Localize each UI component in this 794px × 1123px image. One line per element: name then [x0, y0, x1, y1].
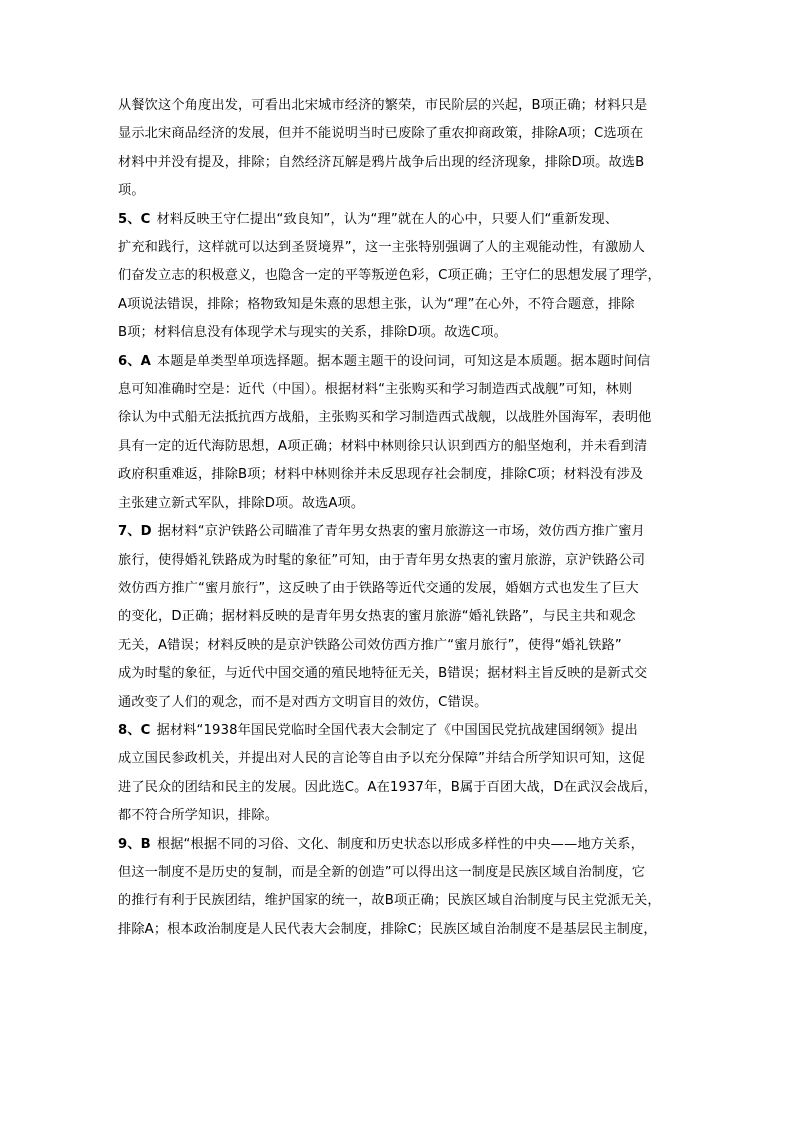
text-line: [118, 717, 678, 745]
line-text: 主张建立新式军队，排除D项。故选A项。: [118, 495, 365, 511]
line-text: 本题是单类型单项选择题。据本题主题干的设问词，可知这是本质题。据本题时间信: [157, 353, 651, 369]
line-text: 排除A；根本政治制度是人民代表大会制度，排除C；民族区域自治制度不是基层民主制度，: [118, 921, 657, 937]
line-text: 从餐饮这个角度出发，可看出北宋城市经济的繁荣，市民阶层的兴起，B项正确；材料只是: [118, 98, 648, 113]
text-line: [118, 206, 678, 234]
line-text: 徐认为中式船无法抵抗西方战船，主张购买和学习制造西式战舰，以战胜外国海军，表明他: [118, 410, 652, 426]
question-answer-label: 7、D: [118, 524, 152, 540]
line-text: 的推行有利于民族团结，维护国家的统一，故B项正确；民族区域自治制度与民主党派无关，: [118, 893, 661, 909]
text-line: [118, 518, 678, 546]
line-text: 成立国民参政机关，并提出对人民的言论等自由予以充分保障”并结合所学知识可知，这促: [118, 751, 646, 767]
line-text: B项；材料信息没有体现学术与现实的关系，排除D项。故选C项。: [118, 325, 507, 341]
line-text: 显示北宋商品经济的发展，但并不能说明当时已废除了重农抑商政策，排除A项；C选项在: [118, 126, 644, 142]
line-text: 据材料“1938年国民党临时全国代表大会制定了《中国国民党抗战建国纲领》提出: [156, 722, 638, 738]
continued-explanation: [118, 92, 678, 206]
line-text: 政府积重难返，排除B项；材料中林则徐并未反思现存社会制度，排除C项；材料没有涉及: [118, 467, 644, 483]
line-text: 扩充和践行，这样就可以达到圣贤境界”，这一主张特别强调了人的主观能动性，有激励人: [118, 240, 646, 256]
line-text: 们奋发立志的积极意义，也隐含一定的平等叛逆色彩，C项正确；王守仁的思想发展了理学，: [118, 268, 661, 284]
answer-explanation: [118, 518, 678, 717]
line-text: 旅行，使得婚礼铁路成为时髦的象征”可知，由于青年男女热衷的蜜月旅游，京沪铁路公司: [118, 552, 646, 568]
question-answer-label: 5、C: [118, 211, 151, 227]
answer-explanation: [118, 348, 678, 518]
text-line: [118, 831, 678, 859]
text-line: [118, 603, 678, 631]
text-line: [118, 376, 678, 404]
text-line: [118, 404, 678, 432]
line-text: 的变化，D正确；据材料反映的是青年男女热衷的蜜月旅游“婚礼铁路”，与民主共和观念: [118, 609, 636, 625]
line-text: 通改变了人们的观念，而不是对西方文明盲目的效仿，C错误。: [118, 694, 488, 710]
text-line: [118, 120, 678, 148]
line-text: 具有一定的近代海防思想，A项正确；材料中林则徐只认识到西方的船坚炮利，并未看到清: [118, 438, 648, 454]
answer-explanation: [118, 831, 678, 945]
text-line: [118, 802, 678, 830]
line-text: 效仿西方推广“蜜月旅行”，这反映了由于铁路等近代交通的发展，婚姻方式也发生了巨大: [118, 580, 639, 596]
text-line: [118, 319, 678, 347]
text-line: [118, 774, 678, 802]
answer-explanation: [118, 717, 678, 831]
answer-explanation: [118, 206, 678, 348]
text-line: [118, 916, 678, 944]
text-line: [118, 689, 678, 717]
text-line: [118, 291, 678, 319]
text-line: [118, 234, 678, 262]
text-line: [118, 348, 678, 376]
line-text: 成为时髦的象征，与近代中国交通的殖民地特征无关，B错误；据材料主旨反映的是新式交: [118, 666, 648, 682]
question-answer-label: 8、C: [118, 722, 151, 738]
text-line: [118, 887, 678, 915]
line-text: 材料中并没有提及，排除；自然经济瓦解是鸦片战争后出现的经济现象，排除D项。故选B: [118, 154, 645, 170]
text-line: [118, 461, 678, 489]
question-answer-label: 6、A: [118, 353, 152, 369]
line-text: 据材料“京沪铁路公司瞄准了青年男女热衷的蜜月旅游这一市场，效仿西方推广蜜月: [157, 524, 645, 540]
line-text: 都不符合所学知识，排除。: [118, 808, 279, 824]
text-line: [118, 745, 678, 773]
line-text: 但这一制度不是历史的复制，而是全新的创造”可以得出这一制度是民族区域自治制度，它: [118, 864, 646, 880]
text-line: [118, 262, 678, 290]
line-text: 进了民众的团结和民主的发展。因此选C。A在1937年，B属于百团大战，D在武汉会战后，: [118, 779, 658, 795]
text-line: [118, 92, 678, 120]
text-line: [118, 433, 678, 461]
question-answer-label: 9、B: [118, 836, 151, 852]
text-line: [118, 859, 678, 887]
line-text: 根据“根据不同的习俗、文化、制度和历史状态以形成多样性的中央——地方关系，: [156, 836, 645, 852]
text-line: [118, 632, 678, 660]
answer-explanations: [118, 92, 678, 944]
text-line: [118, 490, 678, 518]
line-text: 息可知准确时空是：近代（中国）。根据材料“主张购买和学习制造西式战舰”可知，林则: [118, 382, 633, 398]
text-line: [118, 660, 678, 688]
text-line: [118, 575, 678, 603]
line-text: A项说法错误，排除；格物致知是朱熹的思想主张，认为“理”在心外，不符合题意，排除: [118, 296, 635, 312]
text-line: [118, 149, 678, 177]
line-text: 材料反映王守仁提出“致良知”，认为“理”就在人的心中，只要人们“重新发现、: [156, 211, 619, 227]
line-text: 无关，A错误；材料反映的是京沪铁路公司效仿西方推广“蜜月旅行”，使得“婚礼铁路”: [118, 637, 622, 653]
text-line: [118, 547, 678, 575]
line-text: 项。: [118, 183, 145, 199]
text-line: [118, 177, 678, 205]
